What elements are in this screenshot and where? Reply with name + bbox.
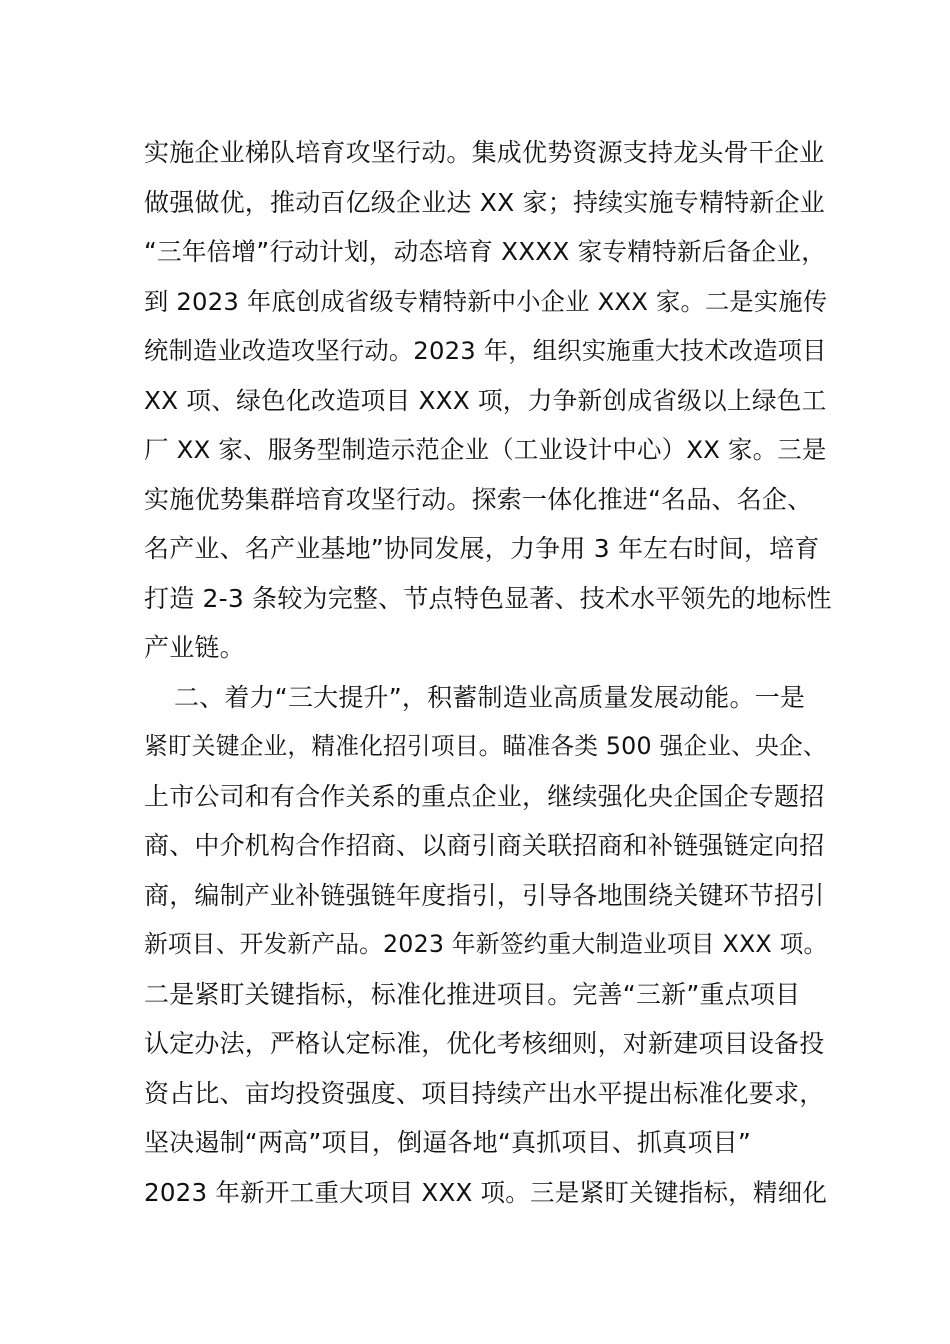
text-line: 上市公司和有合作关系的重点企业，继续强化央企国企专题招 [144, 781, 825, 811]
body-text [144, 128, 834, 1217]
text-line: 二是紧盯关键指标，标准化推进项目。完善“三新”重点项目 [144, 979, 801, 1009]
text-line: 认定办法，严格认定标准，优化考核细则，对新建项目设备投 [144, 1029, 825, 1058]
text-line: 到 2023 年底创成省级专精特新中小企业 XXX 家。二是实施传 [144, 286, 828, 316]
text-line: 实施企业梯队培育攻坚行动。集成优势资源支持龙头骨干企业 [144, 138, 825, 167]
text-line: XX 项、绿色化改造项目 XXX 项，力争新创成省级以上绿色工 [144, 385, 827, 415]
text-line: 打造 2-3 条较为完整、节点特色显著、技术水平领先的地标性 [144, 583, 832, 613]
text-line: 做强做优，推动百亿级企业达 XX 家；持续实施专精特新企业 [144, 187, 825, 217]
text-line: 产业链。 [144, 633, 245, 662]
paragraph-start-line: 二、着力“三大提升”，积蓄制造业高质量发展动能。一是 [174, 682, 806, 712]
text-line: “三年倍增”行动计划，动态培育 XXXX 家专精特新后备企业， [144, 237, 827, 266]
text-line: 实施优势集群培育攻坚行动。探索一体化推进“名品、名企、 [144, 484, 813, 514]
text-line: 统制造业改造攻坚行动。2023 年，组织实施重大技术改造项目 [144, 336, 827, 365]
text-line: 名产业、名产业基地”协同发展，力争用 3 年左右时间，培育 [144, 534, 820, 563]
text-line: 商、中介机构合作招商、以商引商关联招商和补链强链定向招 [144, 831, 825, 860]
text-line: 商，编制产业补链强链年度指引，引导各地围绕关键环节招引 [144, 880, 825, 910]
text-line: 坚决遏制“两高”项目，倒逼各地“真抓项目、抓真项目” [144, 1128, 752, 1157]
text-line: 2023 年新开工重大项目 XXX 项。三是紧盯关键指标，精细化 [144, 1177, 828, 1207]
text-line: 厂 XX 家、服务型制造示范企业（工业设计中心）XX 家。三是 [144, 435, 827, 464]
text-line: 新项目、开发新产品。2023 年新签约重大制造业项目 XXX 项。 [144, 930, 828, 958]
text-line: 资占比、亩均投资强度、项目持续产出水平提出标准化要求， [144, 1078, 825, 1108]
text-line: 紧盯关键企业，精准化招引项目。瞄准各类 500 强企业、央企、 [144, 732, 827, 760]
